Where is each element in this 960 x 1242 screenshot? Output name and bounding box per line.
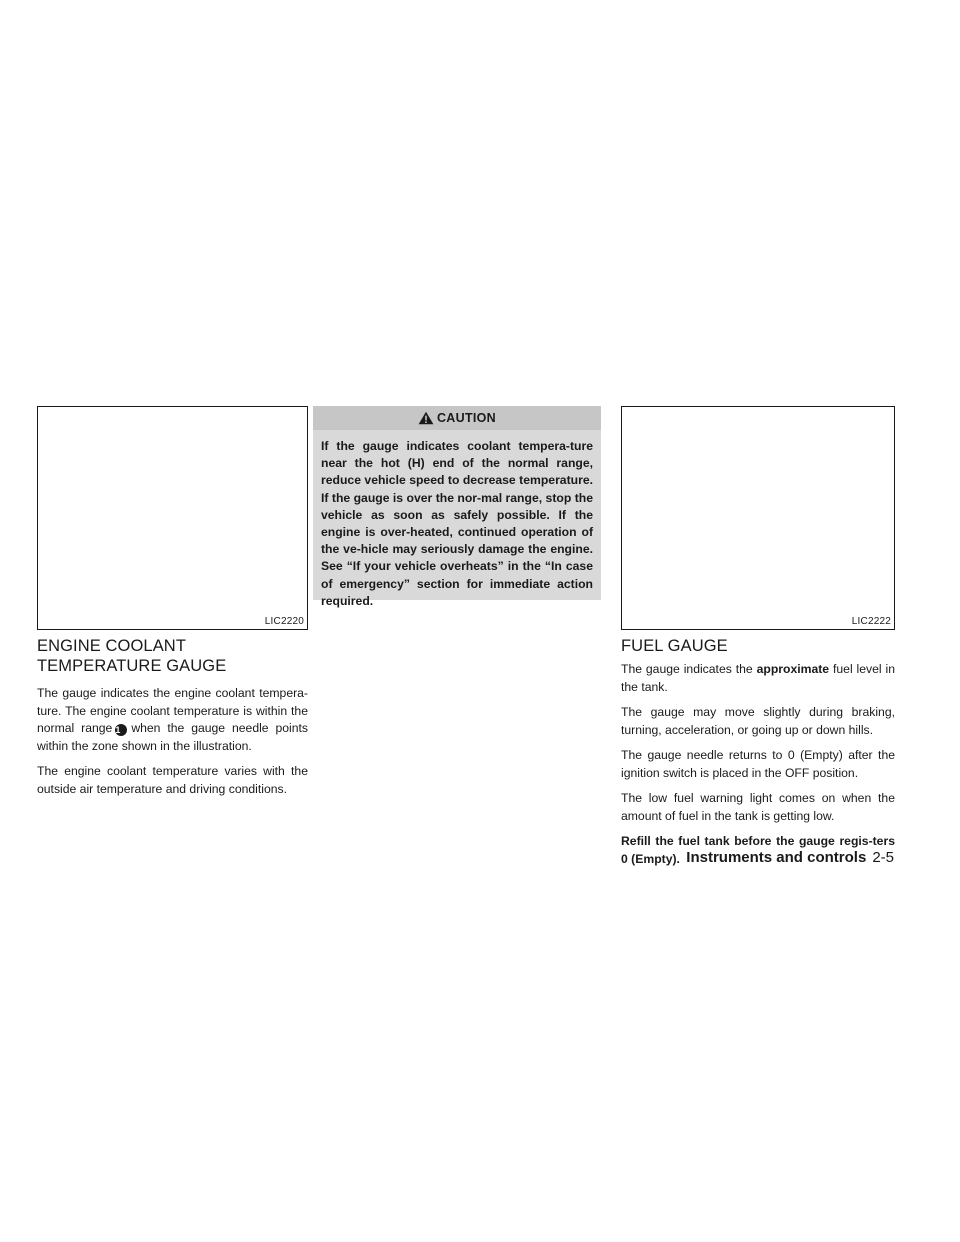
fuel-paragraph-2: The gauge may move slightly during braking, turning, acceleration, or going up or down hills. — [621, 705, 895, 737]
figure-label: LIC2220 — [264, 616, 304, 627]
coolant-gauge-illustration — [37, 406, 308, 630]
callout-marker-icon: 1 — [115, 724, 127, 736]
coolant-heading: ENGINE COOLANT TEMPERATURE GAUGE — [37, 637, 227, 675]
caution-header — [313, 406, 601, 430]
coolant-paragraph-2: The engine coolant temperature varies with the outside air temperature and driving conditions. — [37, 764, 308, 796]
warning-triangle-icon — [418, 411, 434, 425]
caution-title: CAUTION — [436, 411, 497, 425]
fuel-gauge-illustration — [621, 406, 895, 630]
fuel-paragraph-4: The low fuel warning light comes on when the amount of fuel in the tank is getting low. — [621, 791, 895, 823]
fuel-paragraph-3: The gauge needle returns to 0 (Empty) after the ignition switch is placed in the OFF position. — [621, 748, 895, 780]
section-title: Instruments and controls — [686, 849, 867, 866]
coolant-paragraph-1: The gauge indicates the engine coolant tempera-ture. The engine coolant temperature is within the normal range 1 when the gauge needle points within the zone shown in the illustration. — [37, 686, 308, 753]
page-footer — [686, 849, 894, 866]
fuel-heading: FUEL GAUGE — [621, 637, 728, 655]
fuel-paragraph-1: The gauge indicates the approximate fuel level in the tank. — [621, 662, 896, 694]
caution-text: If the gauge indicates coolant tempera-ture near the hot (H) end of the normal range, reduce vehicle speed to decrease temperature. If the gauge is over the nor-mal range, stop the vehicle as soon as safely possible. If the engine is over-heated, continued operation of the ve-hicle may seriously damage the engine. See “If your vehicle overheats” in the “In case of emergency” section for immediate action required. — [321, 439, 593, 608]
figure-label: LIC2222 — [851, 616, 891, 627]
page-number: 2-5 — [872, 849, 894, 866]
caution-box — [313, 406, 601, 608]
fuel-paragraph-5: Refill the fuel tank before the gauge regis-ters 0 (Empty). — [621, 834, 895, 866]
